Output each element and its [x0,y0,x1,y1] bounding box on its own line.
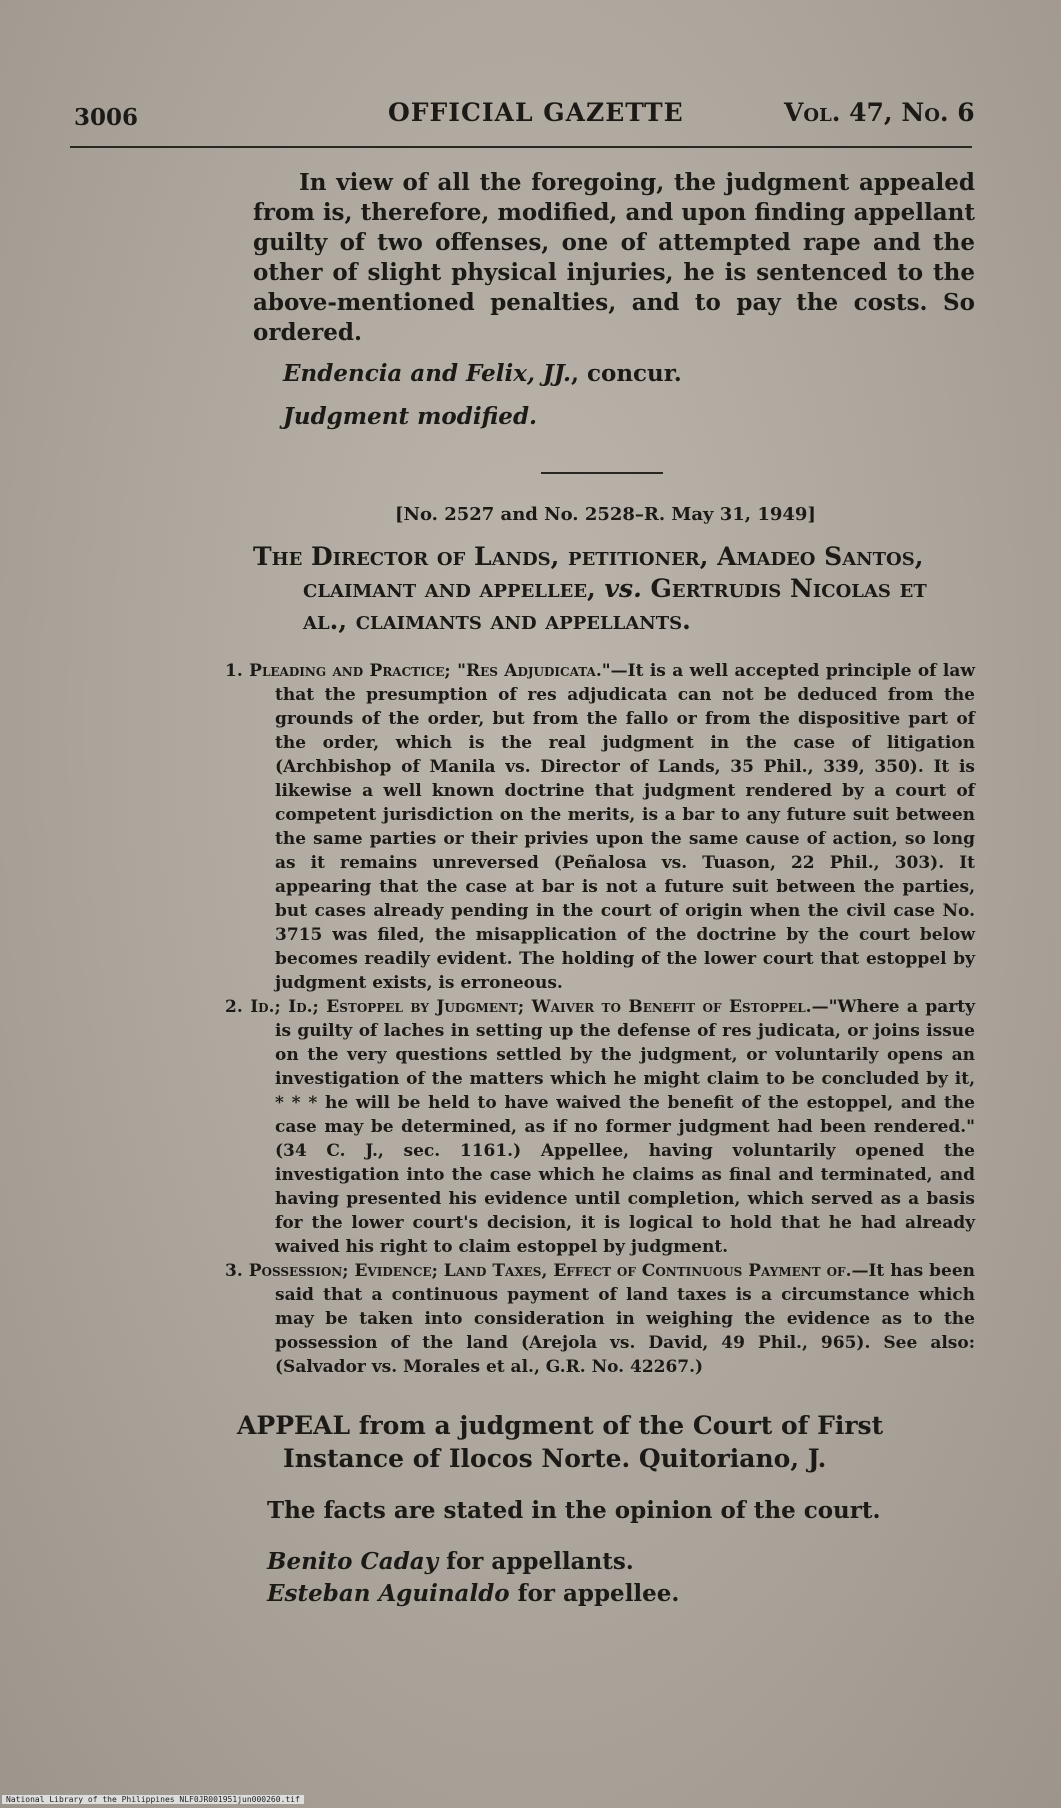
judgment-result: Judgment modified. [283,403,538,430]
counsel-name: Esteban Aguinaldo [267,1580,510,1607]
syllabus-num: 2. [225,997,243,1017]
page-number: 3006 [74,104,139,131]
counsel-name: Benito Caday [267,1548,439,1575]
closing-paragraph: In view of all the foregoing, the judgment appealed from is, therefore, modified, and upon finding appellant guilty of two offenses, one of attempted rape and the other of slight physical injuries, he is sentenced to the above-mentioned penalties, and to pay the costs. So ordered. [253,169,975,346]
case-title-part2: Gertrudis Nicolas et al., claimants and appellants. [303,574,927,635]
counsel-list [267,1546,975,1610]
concur-suffix: , concur. [570,360,682,387]
case-number: [No. 2527 and No. 2528–R. May 31, 1949] [395,504,816,525]
syllabus-item [225,1259,975,1379]
syllabus-text: —It is a well accepted principle of law that the presumption of res adjudicata can not be deduced from the grounds of the order, but from the fallo or from the dispositive part of the order, which is the real judgment in the case of litigation (Archbishop of Manila vs. Director of Lands, 35 Phil., 339, 350). It is likewise a well known doctrine that judgment rendered by a court of competent jurisdiction on the merits, is a bar to any future suit between the same parties or their privies upon the same cause of action, so long as it remains unreversed (Peñalosa vs. Tuason, 22 Phil., 303). It appearing that the case at bar is not a future suit between the parties, but cases already pending in the court of origin when the civil case No. 3715 was filed, the misapplication of the doctrine by the court below becomes readily evident. The holding of the lower court that estoppel by judgment exists, is erroneous. [275,661,976,993]
syllabus-text: —It has been said that a continuous payment of land taxes is a circumstance which may be taken into consideration in weighing the evidence as to the possession of the land (Arejola vs. David, 49 Phil., 965). See also: (Salvador vs. Morales et al., G.R. No. 42267.) [275,1261,975,1377]
case-title-part1: The Director of Lands, petitioner, Amadeo Santos, claimant and appellee, [253,542,924,603]
syllabus-heading: Id.; Id.; Estoppel by Judgment; Waiver to Benefit of Estoppel. [250,997,812,1017]
syllabus-item [225,659,975,995]
scan-footer: National Library of the Philippines NLF0JR001951jun000260.tif [2,1795,304,1804]
syllabus-num: 1. [225,661,243,681]
syllabus-heading: Possession; Evidence; Land Taxes, Effect of Continuous Payment of. [248,1261,852,1281]
case-title [253,541,975,637]
case-title-vs: vs. [604,574,642,603]
counsel-appellants [267,1546,975,1578]
counsel-role: for appellee. [509,1580,680,1607]
concurring-justices: Endencia and Felix, JJ. [283,360,571,387]
syllabus-num: 3. [225,1261,243,1281]
page-content [225,168,976,1610]
section-divider [541,472,663,474]
appeal-statement: APPEAL from a judgment of the Court of First Instance of Ilocos Norte. Quitoriano, J. [237,1411,884,1473]
page-header [0,96,1000,136]
publication-title: OFFICIAL GAZETTE [388,98,684,127]
syllabus [225,659,975,1379]
volume-number: Vol. 47, No. 6 [784,98,975,127]
counsel-role: for appellants. [438,1548,634,1575]
counsel-appellee [267,1578,975,1610]
header-rule [70,146,972,148]
syllabus-text: —"Where a party is guilty of laches in setting up the defense of res judicata, or joins issue on the very questions settled by the judgment, or voluntarily opens an investigation of the matters which he might claim to be concluded by it, * * * he will be held to have waived the benefit of the estoppel, and the case may be determined, as if no former judgment had been rendered." (34 C. J., sec. 1161.) Appellee, having voluntarily opened the investigation into the case which he claims as final and terminated, and having presented his evidence until completion, which served as a basis for the lower court's decision, it is logical to hold that he had already waived his right to claim estoppel by judgment. [275,997,976,1257]
syllabus-item [225,995,975,1259]
concurrence-line [283,360,975,387]
facts-statement: The facts are stated in the opinion of the court. [267,1497,881,1524]
syllabus-heading: Pleading and Practice; "Res Adjudicata." [249,661,611,681]
